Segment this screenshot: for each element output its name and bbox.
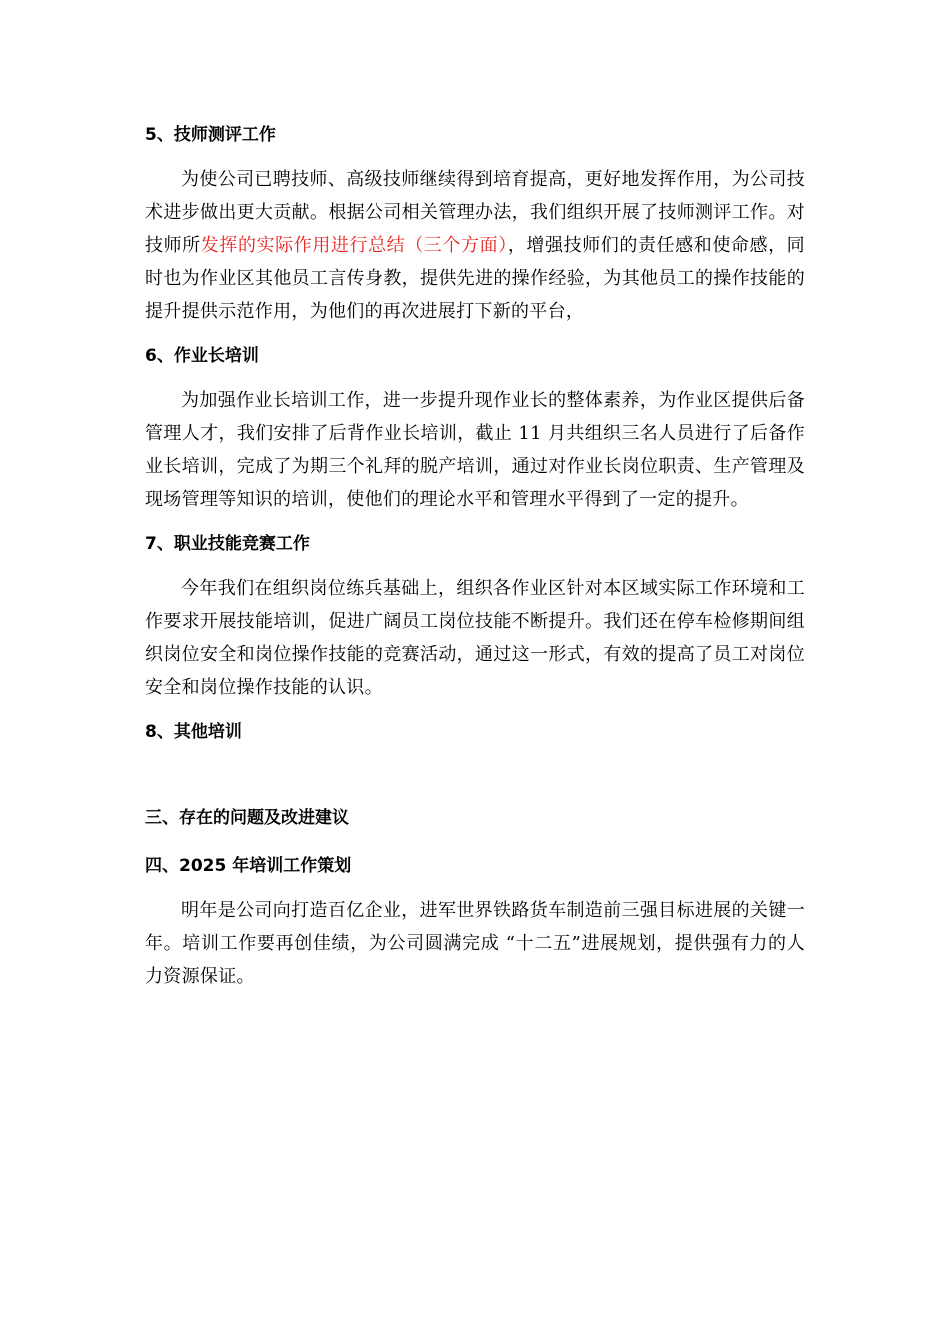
- document-body: [145, 120, 805, 993]
- part-heading-3: 三、存在的问题及改进建议: [145, 808, 349, 828]
- paragraph-text: ，增强技师们的责任感和使命感，同时也为作业区其他员工言传身教，提供先进的操作经验，为其他员工的操作技能的提升提供示范作用，为他们的再次进展打下新的平台，: [145, 235, 805, 322]
- section-paragraph-7: 今年我们在组织岗位练兵基础上，组织各作业区针对本区域实际工作环境和工作要求开展技能培训，促进广阔员工岗位技能不断提升。我们还在停车检修期间组织岗位安全和岗位操作技能的竞赛活动，通过这一形式，有效的提高了员工对岗位安全和岗位操作技能的认识。: [145, 578, 805, 698]
- paragraph-text: 为使公司已聘技师、高级技师继续得到培育提高，更好地发挥作用，为公司技术进步做出更大贡献。根据公司相关管理办法，我们组织开展了技师测评工作。对技师所: [145, 169, 805, 256]
- section-heading-6: 6、作业长培训: [145, 346, 259, 366]
- section-heading-5: 5、技师测评工作: [145, 125, 276, 145]
- section-heading-8: 8、其他培训: [145, 722, 242, 742]
- section-heading-7: 7、职业技能竞赛工作: [145, 534, 310, 554]
- section-paragraph-5: [145, 163, 805, 328]
- part-paragraph-4: 明年是公司向打造百亿企业，进军世界铁路货车制造前三强目标进展的关键一年。培训工作要再创佳绩，为公司圆满完成 “十二五”进展规划，提供强有力的人力资源保证。: [145, 900, 805, 987]
- highlighted-text: 发挥的实际作用进行总结（三个方面）: [200, 235, 508, 256]
- part-heading-4: 四、2025 年培训工作策划: [145, 856, 352, 876]
- section-paragraph-6: 为加强作业长培训工作，进一步提升现作业长的整体素养，为作业区提供后备管理人才，我们安排了后背作业长培训，截止 11 月共组织三名人员进行了后备作业长培训，完成了为期三个礼拜的脱产培训，通过对作业长岗位职责、生产管理及现场管理等知识的培训，使他们的理论水平和管理水平得到了一定的提升。: [145, 390, 805, 510]
